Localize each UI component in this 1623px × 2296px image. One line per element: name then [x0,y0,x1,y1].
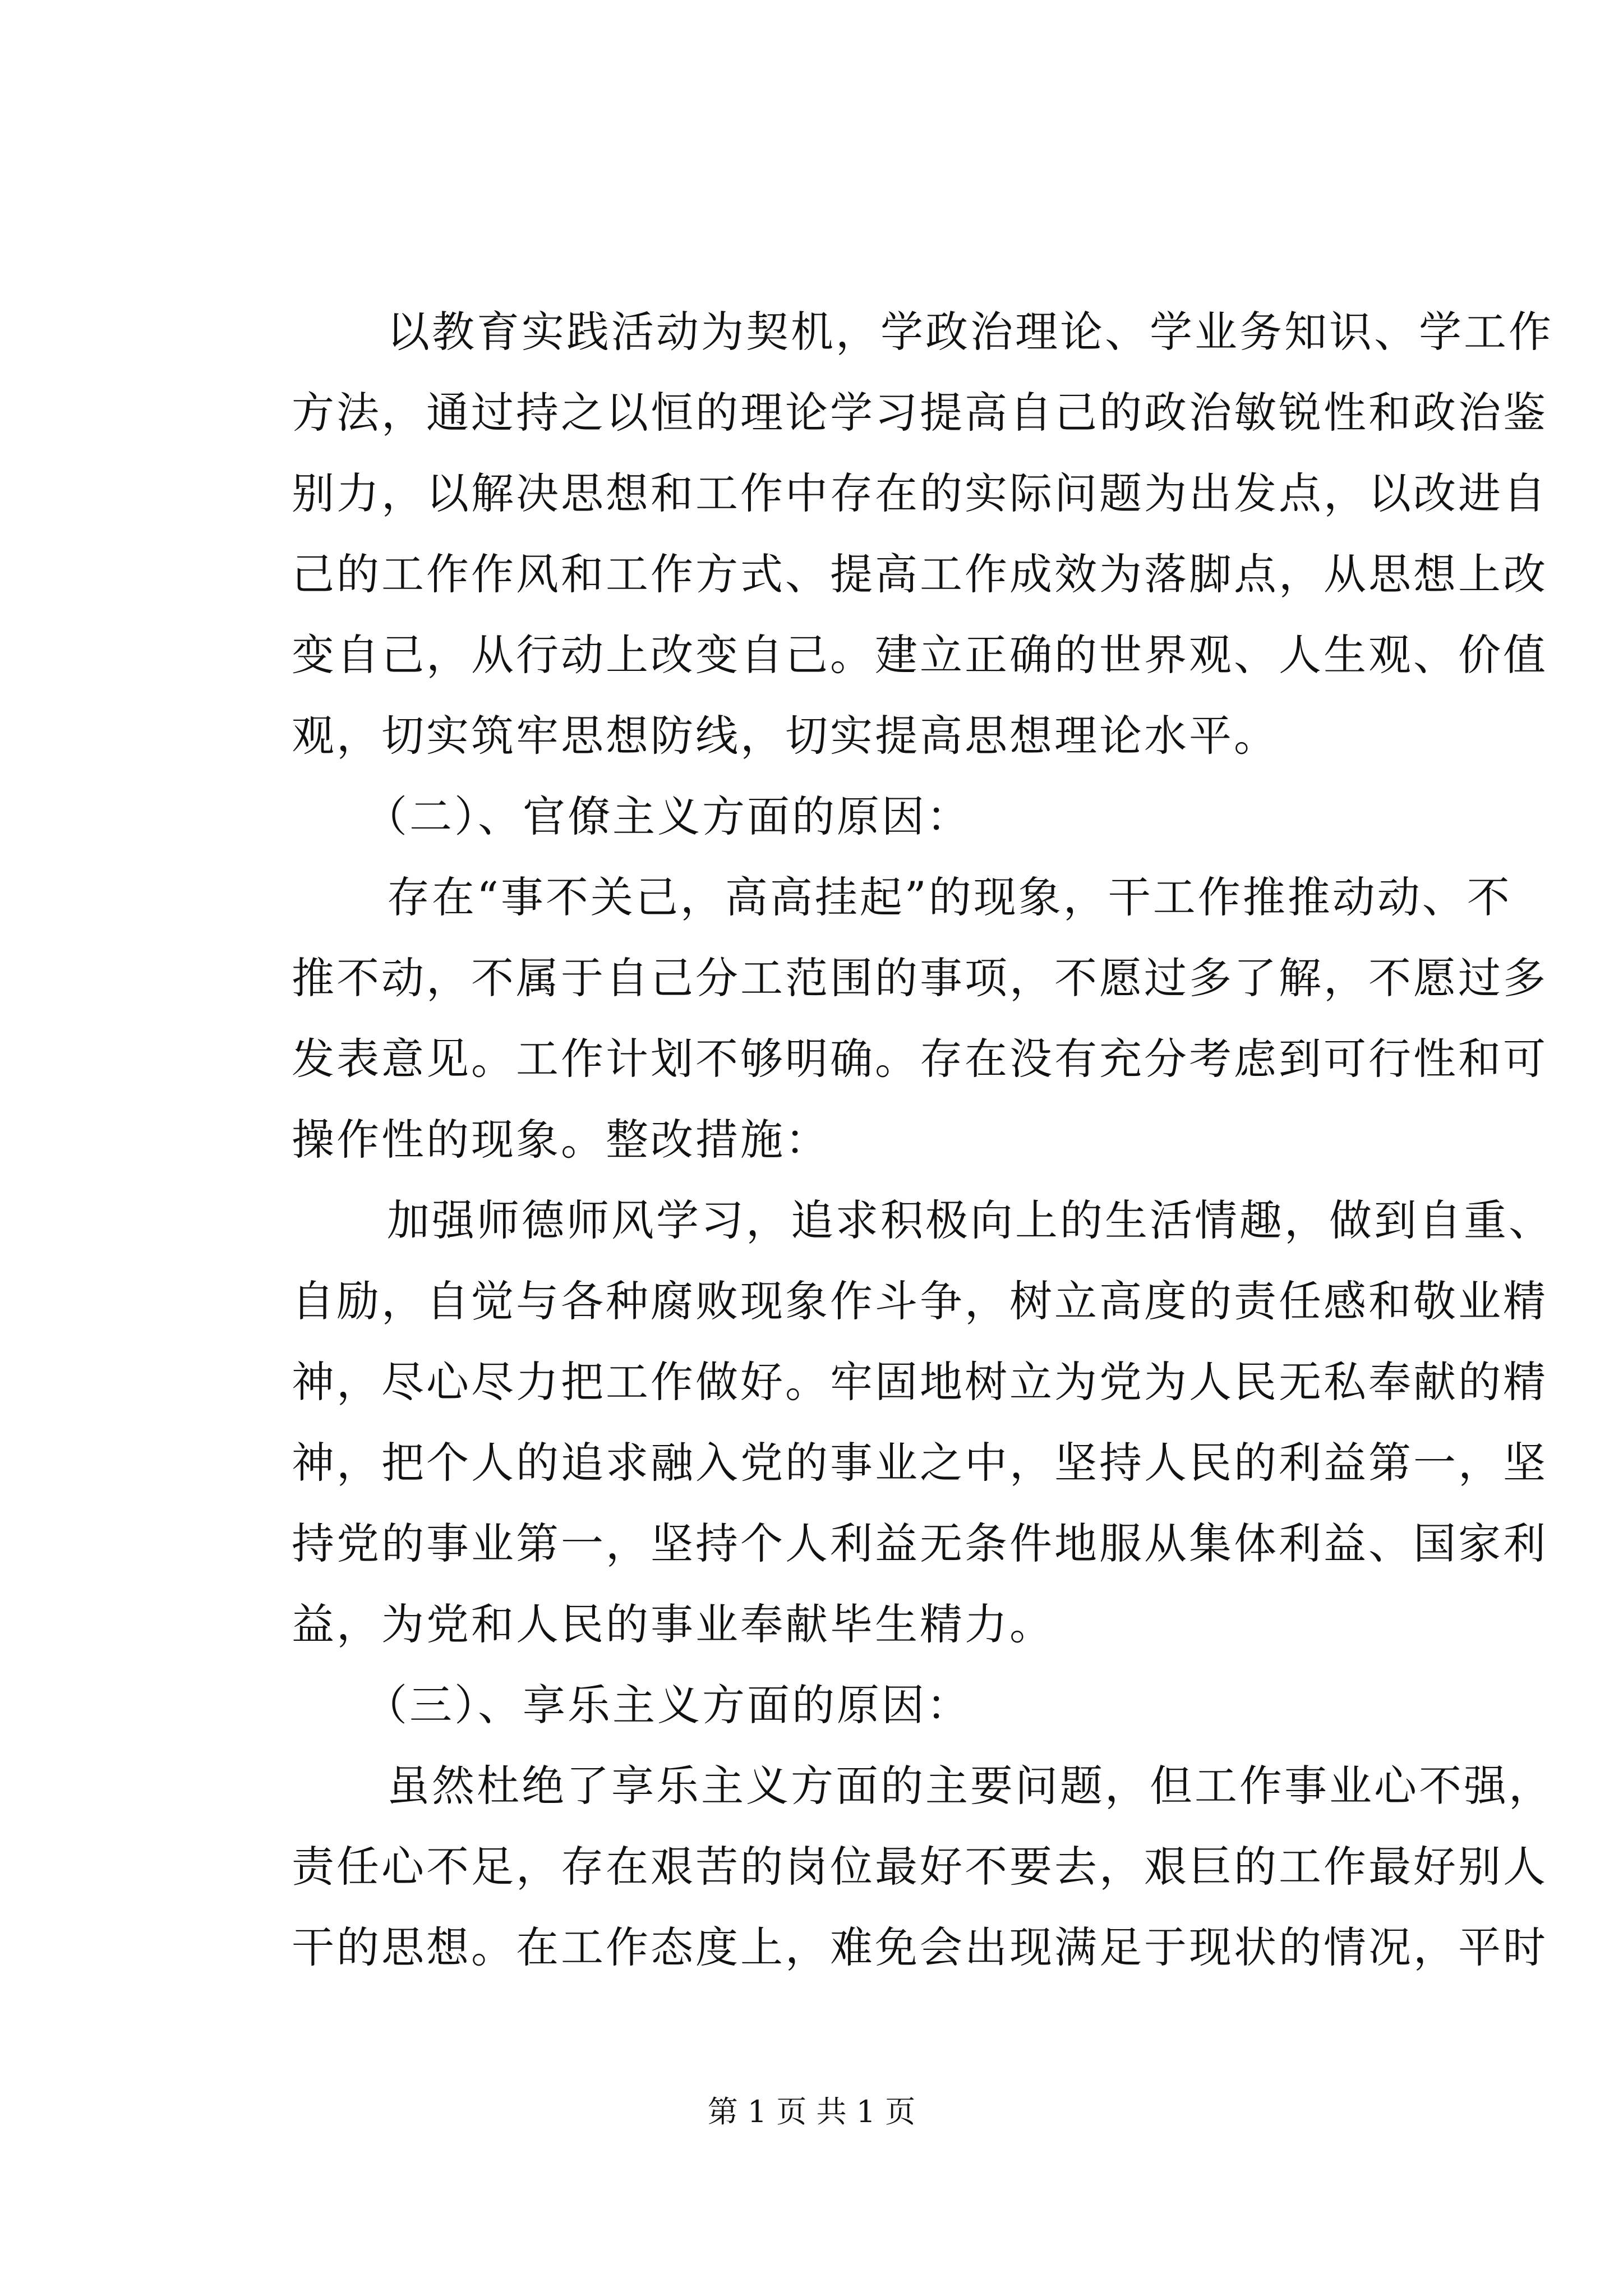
text-line: 别力，以解决思想和工作中存在的实际问题为出发点，以改进自 [292,468,1548,518]
text-line: 己的工作作风和工作方式、提高工作成效为落脚点，从思想上改 [292,549,1548,599]
text-line: 神，尽心尽力把工作做好。牢固地树立为党为人民无私奉献的精 [292,1357,1548,1407]
text-line: 自励，自觉与各种腐败现象作斗争，树立高度的责任感和敬业精 [292,1276,1548,1326]
text-line: 责任心不足，存在艰苦的岗位最好不要去，艰巨的工作最好别人 [292,1842,1548,1892]
text-line: 观，切实筑牢思想防线，切实提高思想理论水平。 [292,711,1279,761]
page-footer: 第 1 页 共 1 页 [707,2094,916,2129]
text-line: 变自己，从行动上改变自己。建立正确的世界观、人生观、价值 [292,630,1548,680]
text-line: 推不动，不属于自己分工范围的事项，不愿过多了解，不愿过多 [292,953,1548,1003]
section-heading: （三）、享乐主义方面的原因： [365,1680,971,1730]
text-line: 方法，通过持之以恒的理论学习提高自己的政治敏锐性和政治鉴 [292,388,1548,438]
text-line: 加强师德师风学习，追求积极向上的生活情趣，做到自重、 [387,1195,1553,1245]
text-line: 存在“事不关己，高高挂起”的现象，干工作推推动动、不 [387,872,1512,922]
text-line: 发表意见。工作计划不够明确。存在没有充分考虑到可行性和可 [292,1034,1548,1084]
section-heading: （二）、官僚主义方面的原因： [365,792,971,841]
text-line: 益，为党和人民的事业奉献毕生精力。 [292,1599,1054,1649]
text-line: 持党的事业第一，坚持个人利益无条件地服从集体利益、国家利 [292,1519,1548,1568]
text-line: 神，把个人的追求融入党的事业之中，坚持人民的利益第一，坚 [292,1438,1548,1488]
document-body [292,292,1553,1988]
text-line: 干的思想。在工作态度上，难免会出现满足于现状的情况，平时 [292,1922,1548,1972]
text-line: 以教育实践活动为契机，学政治理论、学业务知识、学工作 [387,307,1553,357]
text-line: 操作性的现象。整改措施： [292,1115,830,1165]
text-line: 虽然杜绝了享乐主义方面的主要问题，但工作事业心不强， [387,1761,1553,1811]
